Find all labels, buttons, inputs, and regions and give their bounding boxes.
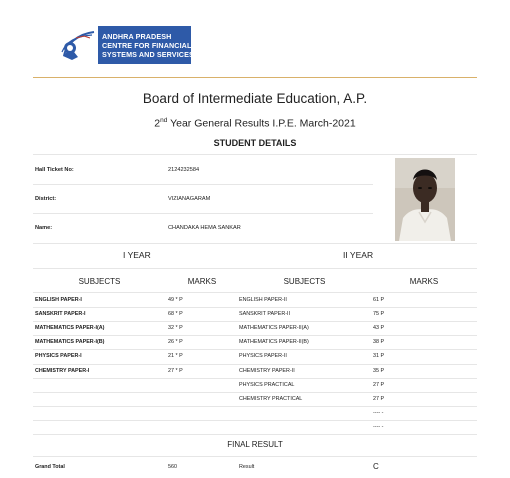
second-year-subject: CHEMISTRY PAPER-II: [239, 367, 295, 374]
logo-line-3: SYSTEMS AND SERVICES: [102, 50, 194, 59]
grand-total-value: 560: [168, 464, 177, 470]
table-row-rule: [33, 420, 477, 421]
table-row-rule: [33, 434, 477, 435]
second-year-marks: 27 P: [373, 381, 385, 388]
logo-line-1: ANDHRA PRADESH: [102, 32, 172, 41]
column-header-rule: [33, 292, 477, 293]
details-rule: [33, 184, 373, 185]
second-year-marks: 35 P: [373, 367, 385, 374]
second-year-marks: 61 P: [373, 297, 385, 303]
first-year-subjects-header: SUBJECTS: [78, 277, 121, 286]
year-heading-rule: [33, 268, 477, 269]
second-year-subject: CHEMISTRY PRACTICAL: [239, 395, 303, 402]
second-year-subject: PHYSICS PAPER-II: [239, 353, 287, 360]
first-year-marks: 68 * P: [168, 311, 183, 318]
second-year-marks: ---- -: [373, 423, 384, 430]
second-year-marks: 43 P: [373, 325, 385, 332]
second-year-marks-header: MARKS: [409, 277, 439, 286]
first-year-subject: CHEMISTRY PAPER-I: [35, 367, 90, 374]
hall-ticket-value: 2124232584: [168, 167, 200, 173]
first-year-marks: 27 * P: [168, 367, 183, 374]
subtitle-text: Year General Results I.P.E. March-2021: [167, 117, 356, 130]
district-label: District:: [35, 196, 57, 202]
header-divider: [33, 77, 477, 78]
second-year-subject: MATHEMATICS PAPER-II(B): [239, 339, 309, 346]
final-result-rule: [33, 456, 477, 457]
first-year-heading: I YEAR: [123, 250, 151, 260]
first-year-subject: MATHEMATICS PAPER-I(B): [35, 339, 105, 346]
apcfss-logo: [58, 26, 194, 64]
name-value: CHANDAKA HEMA SANKAR: [168, 225, 241, 231]
first-year-subject: MATHEMATICS PAPER-I(A): [35, 325, 105, 332]
details-bottom-rule: [33, 243, 477, 244]
subtitle-ordinal: nd: [160, 117, 168, 124]
second-year-marks: 38 P: [373, 339, 385, 346]
table-row-rule: [33, 349, 477, 350]
table-row-rule: [33, 321, 477, 322]
first-year-marks: 32 * P: [168, 325, 183, 332]
apcfss-emblem-icon: [58, 26, 98, 64]
table-row-rule: [33, 378, 477, 379]
student-photo: [395, 158, 455, 241]
second-year-subject: PHYSICS PRACTICAL: [239, 381, 295, 388]
first-year-subject: ENGLISH PAPER-I: [35, 297, 82, 303]
student-photo-image: [395, 158, 455, 241]
final-result-heading: FINAL RESULT: [227, 440, 283, 449]
student-details-heading: STUDENT DETAILS: [213, 138, 297, 148]
table-row-rule: [33, 392, 477, 393]
first-year-marks: 26 * P: [168, 339, 183, 346]
table-row-rule: [33, 364, 477, 365]
page-subtitle: [0, 117, 510, 130]
second-year-subjects-header: SUBJECTS: [283, 277, 326, 286]
first-year-marks-header: MARKS: [187, 277, 217, 286]
first-year-marks: 21 * P: [168, 353, 183, 360]
details-rule: [33, 213, 373, 214]
subtitle-year-number: 2: [154, 117, 161, 130]
result-value: C: [373, 462, 379, 471]
district-value: VIZIANAGARAM: [168, 196, 211, 202]
name-label: Name:: [35, 225, 53, 231]
second-year-subject: ENGLISH PAPER-II: [239, 297, 287, 303]
table-row-rule: [33, 406, 477, 407]
second-year-subject: MATHEMATICS PAPER-II(A): [239, 325, 309, 332]
table-row-rule: [33, 335, 477, 336]
hall-ticket-label: Hall Ticket No:: [35, 167, 74, 173]
apcfss-logo-text: [98, 26, 194, 64]
first-year-subject: SANSKRIT PAPER-I: [35, 311, 86, 318]
grand-total-label: Grand Total: [35, 464, 65, 470]
first-year-subject: PHYSICS PAPER-I: [35, 353, 82, 360]
page-title: Board of Intermediate Education, A.P.: [142, 91, 368, 106]
first-year-marks: 49 * P: [168, 297, 183, 303]
second-year-subject: SANSKRIT PAPER-II: [239, 311, 291, 318]
second-year-marks: ---- -: [373, 409, 384, 416]
result-label: Result: [239, 464, 255, 470]
second-year-heading: II YEAR: [343, 250, 374, 260]
table-row-rule: [33, 307, 477, 308]
second-year-marks: 75 P: [373, 311, 385, 318]
logo-line-2: CENTRE FOR FINANCIAL: [102, 41, 192, 50]
second-year-marks: 31 P: [373, 353, 385, 360]
second-year-marks: 27 P: [373, 395, 385, 402]
details-top-rule: [33, 154, 477, 155]
